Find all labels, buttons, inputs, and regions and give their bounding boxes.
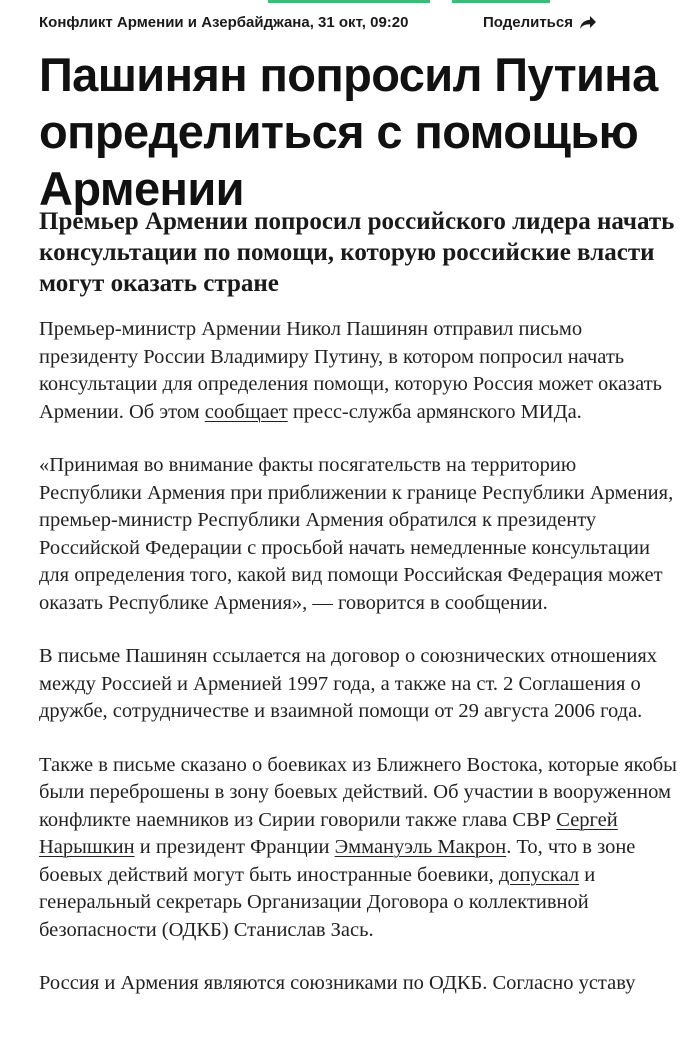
paragraph-2-quote: «Принимая во внимание факты посягательств на территорию Республики Армения при приближении к границе Республики Армения, премьер-министр Республики Армения обратился к президенту Российской Федерации с просьбой начать немедленные консультации для определения того, какой вид помощи Российская Федерация может оказать Республике Армения», — говорится в сообщении.	[39, 454, 674, 614]
paragraph-1: Премьер-министр Армении Никол Пашинян отправил письмо президенту России Владимиру Путину, в котором попросил начать консультации для определения помощи, которую Россия может оказать Армении. Об этом сообщает пресс-служба армянского МИДа.	[39, 318, 663, 423]
macron-link[interactable]: Эммануэль Макрон	[334, 836, 507, 858]
article-meta-bar	[39, 9, 670, 35]
article-body	[39, 316, 684, 1024]
paragraph-4: Также в письме сказано о боевиках из Ближнего Востока, которые якобы были переброшены в зону боевых действий. Об участии в вооруженном конфликте наемников из Сирии говорили также глава СВР Сергей Нарышкин и президент Франции Эммануэль Макрон. То, что в зоне боевых действий могут быть иностранные боевики, допускал и генеральный секретарь Организации Договора о коллективной безопасности (ОДКБ) Станислав Зась.	[39, 753, 677, 941]
meta-info	[39, 14, 409, 31]
source-link[interactable]: сообщает	[204, 400, 288, 423]
publish-date: 31 окт, 09:20	[318, 13, 409, 31]
allowed-link[interactable]: допускал	[498, 863, 580, 886]
paragraph-3: В письме Пашинян ссылается на договор о союзнических отношениях между Россией и Арменией 1997 года, а также на ст. 2 Соглашения о дружбе, сотрудничестве и взаимной помощи от 29 августа 2006 года.	[39, 645, 658, 722]
naryshkin-link[interactable]: Сергей Нарышкин	[39, 808, 618, 858]
share-arrow-icon	[579, 15, 597, 30]
paragraph-5: Россия и Армения являются союзниками по ОДКБ. Согласно уставу	[39, 972, 636, 994]
accent-line-left	[268, 0, 430, 3]
share-button[interactable]	[483, 14, 597, 31]
accent-line-right	[452, 0, 550, 3]
rubric-link[interactable]: Конфликт Армении и Азербайджана,	[39, 13, 314, 31]
article-title: Пашинян попросил Путина определиться с помощью Армении	[39, 48, 658, 215]
article-lead: Премьер Армении попросил российского лидера начать консультации по помощи, которую российские власти могут оказать стране	[39, 208, 675, 297]
share-label: Поделиться	[482, 13, 573, 31]
